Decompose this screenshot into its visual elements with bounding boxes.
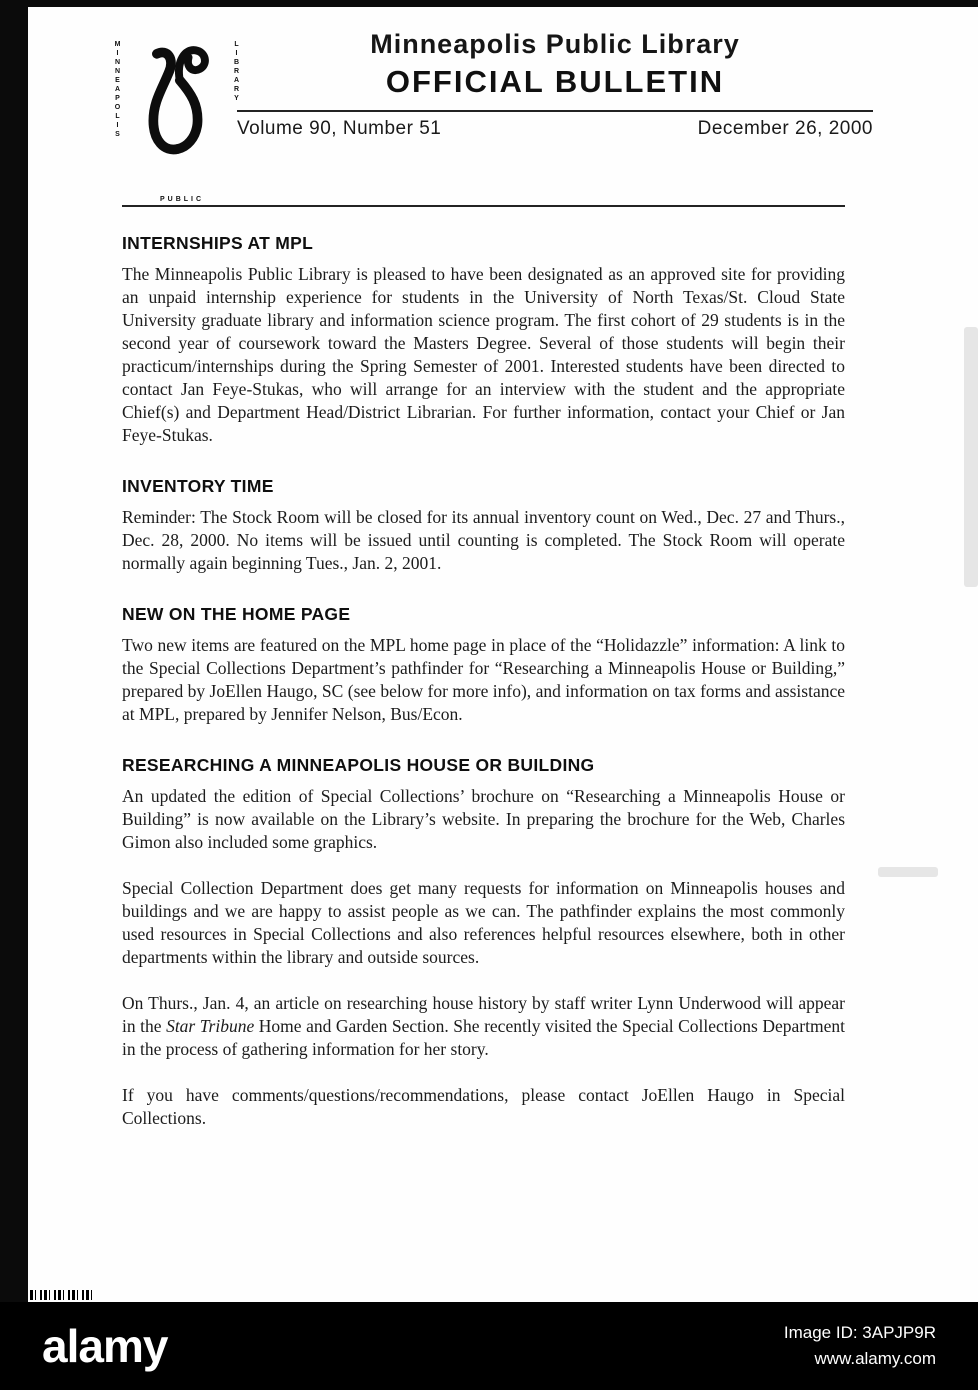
barcode bbox=[30, 1290, 96, 1300]
paragraph bbox=[122, 992, 845, 1061]
section-heading: NEW ON THE HOME PAGE bbox=[122, 604, 351, 624]
watermark-meta bbox=[784, 1320, 936, 1373]
masthead bbox=[28, 7, 978, 207]
logo-text-library: LIBRARY bbox=[233, 41, 240, 104]
section-internships bbox=[122, 233, 845, 447]
left-border bbox=[0, 0, 28, 1302]
section-inventory bbox=[122, 476, 845, 575]
mpl-logo bbox=[112, 35, 246, 203]
section-researching-house bbox=[122, 755, 845, 1130]
library-name: Minneapolis Public Library bbox=[370, 29, 740, 59]
paragraph: The Minneapolis Public Library is pleased to have been designated as an approved site for providing an unpaid internship experience for students in the University of North Texas/St. Cloud State University graduate library and information science program. The first cohort of 29 students is in the second year of coursework toward the Masters Degree. Several of those students will begin their practicum/internships during the Spring Semester of 2001. Interested students have been directed to contact Jan Feye-Stukas, who will arrange for an interview with the student and the appropriate Chief(s) and Department Head/District Librarian. For further information, contact your Chief or Jan Feye-Stukas. bbox=[122, 264, 845, 445]
publication-name: Star Tribune bbox=[166, 1016, 255, 1036]
bulletin-title: OFFICIAL BULLETIN bbox=[385, 64, 725, 99]
section-heading: INTERNSHIPS AT MPL bbox=[122, 233, 314, 253]
volume-number: Volume 90, Number 51 bbox=[237, 118, 442, 139]
article-content bbox=[122, 207, 845, 1130]
document-page bbox=[28, 7, 978, 1302]
section-home-page bbox=[122, 604, 845, 726]
paragraph: Special Collection Department does get many requests for information on Minneapolis houses and buildings and we are happy to assist people as we can. The pathfinder explains the most commonly used resources in Special Collections and also references helpful resources elsewhere, both in other departments within the library and outside sources. bbox=[122, 878, 845, 967]
masthead-rule bbox=[237, 110, 873, 112]
paragraph-text: On Thurs., Jan. 4, an article on researching house history by staff writer Lynn Underwood will appear in the bbox=[122, 993, 845, 1036]
paragraph: Reminder: The Stock Room will be closed for its annual inventory count on Wed., Dec. 27 and Thurs., Dec. 28, 2000. No items will be issued until counting is completed. The Stock Room will operate normally again beginning Tues., Jan. 2, 2001. bbox=[122, 507, 845, 573]
watermark-bar bbox=[0, 1302, 978, 1390]
paragraph: If you have comments/questions/recommendations, please contact JoEllen Haugo in Special Collections. bbox=[122, 1085, 845, 1128]
logo-text-public: PUBLIC bbox=[159, 196, 205, 203]
paragraph-text: Home and Garden Section. She recently visited the Special Collections Department in the process of gathering information for her story. bbox=[122, 1016, 845, 1059]
logo-text-minneapolis: MINNEAPOLIS bbox=[114, 41, 121, 140]
section-heading: INVENTORY TIME bbox=[122, 476, 274, 496]
volume-date-row bbox=[237, 118, 873, 140]
scan-smudge bbox=[964, 327, 978, 587]
issue-date: December 26, 2000 bbox=[697, 118, 873, 139]
paragraph: Two new items are featured on the MPL home page in place of the “Holidazzle” information: A link to the Special Collections Department’s pathfinder for “Researching a Minneapolis House or Building,” prepared by JoEllen Haugo, SC (see below for more info), and information on tax forms and assistance at MPL, prepared by Jennifer Nelson, Bus/Econ. bbox=[122, 635, 845, 724]
alamy-logo: alamy bbox=[42, 1320, 168, 1372]
masthead-titles bbox=[237, 29, 873, 140]
scan-smudge bbox=[878, 867, 938, 877]
top-border bbox=[0, 0, 978, 7]
alamy-url: www.alamy.com bbox=[814, 1349, 936, 1368]
mpl-logo-mark-icon bbox=[134, 37, 222, 176]
image-id: Image ID: 3APJP9R bbox=[783, 1322, 936, 1342]
paragraph: An updated the edition of Special Collections’ brochure on “Researching a Minneapolis House or Building” is now available on the Library’s website. In preparing the brochure for the Web, Charles Gimon also included some graphics. bbox=[122, 786, 845, 852]
section-heading: RESEARCHING A MINNEAPOLIS HOUSE OR BUILDING bbox=[122, 755, 595, 775]
